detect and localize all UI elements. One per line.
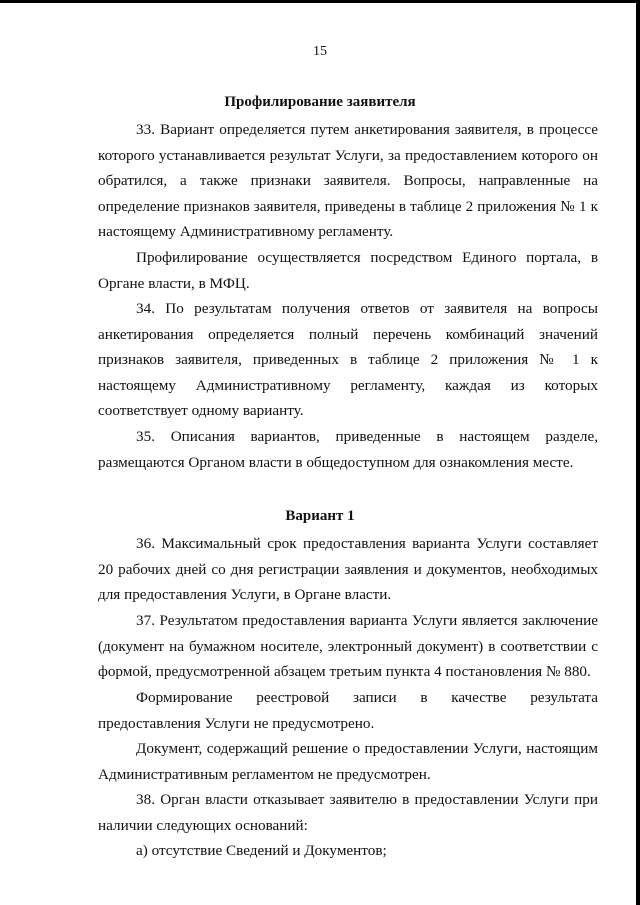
scan-edge-right <box>636 0 640 905</box>
paragraph-decision-document: Документ, содержащий решение о предоставлении Услуги, настоящим Административным регламентом не предусмотрен. <box>98 740 598 783</box>
page-number: 15 <box>313 44 327 59</box>
paragraph-37: 37. Результатом предоставления варианта Услуги является заключение (документ на бумажном носителе, электронный документ) в соответствии с формой, предусмотренной абзацем третьим пункта 4 постановления № 880. <box>98 612 598 680</box>
scan-edge-top <box>0 0 640 3</box>
paragraph-38: 38. Орган власти отказывает заявителю в предоставлении Услуги при наличии следующих оснований: <box>98 791 598 834</box>
paragraph-34: 34. По результатам получения ответов от заявителя на вопросы анкетирования определяется полный перечень комбинаций значений признаков заявителя, приведенных в таблице 2 приложения № 1 к настоящему Административному регламенту, каждая из которых соответствует одному варианту. <box>98 300 598 419</box>
list-item-a: а) отсутствие Сведений и Документов; <box>136 842 387 859</box>
paragraph-36: 36. Максимальный срок предоставления варианта Услуги составляет 20 рабочих дней со дня регистрации заявления и документов, необходимых для предоставления Услуги, в Органе власти. <box>98 535 598 603</box>
paragraph-registry-record: Формирование реестровой записи в качестве результата предоставления Услуги не предусмотрено. <box>98 689 598 732</box>
paragraph-35: 35. Описания вариантов, приведенные в настоящем разделе, размещаются Органом власти в общедоступном для ознакомления месте. <box>98 428 598 471</box>
paragraph-profiling-channels: Профилирование осуществляется посредством Единого портала, в Органе власти, в МФЦ. <box>98 249 598 292</box>
section-heading-variant-1: Вариант 1 <box>285 508 355 524</box>
paragraph-33: 33. Вариант определяется путем анкетирования заявителя, в процессе которого устанавливается результат Услуги, за предоставлением которого он обратился, а также признаки заявителя. Вопросы, направленные на определение признаков заявителя, приведены в таблице 2 приложения № 1 к настоящему Административному регламенту. <box>98 121 598 240</box>
section-heading-profiling: Профилирование заявителя <box>224 94 416 110</box>
